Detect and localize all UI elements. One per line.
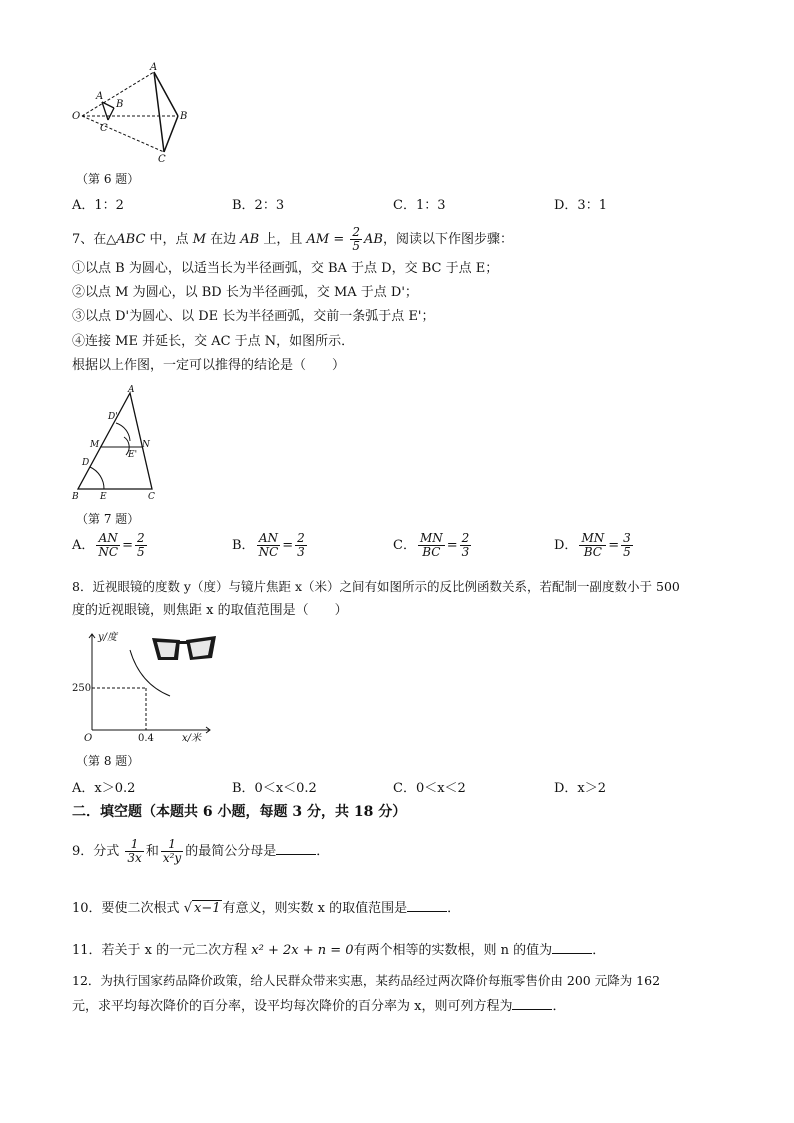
- q8-x-axis-label: x/米: [182, 733, 202, 743]
- q7-step-2: ②以点 M 为圆心，以 BD 长为半径画弧，交 MA 于点 D'；: [72, 285, 418, 300]
- section-title-fill-in: 二．填空题（本题共 6 小题，每题 3 分，共 18 分）: [72, 804, 407, 820]
- q6-label-B: B: [116, 99, 124, 110]
- q6-label-C: C: [100, 123, 108, 134]
- q7-label-D: D: [82, 458, 90, 468]
- q6-label-A1: A: [150, 62, 158, 73]
- q6-figure: [70, 58, 200, 168]
- q6-label-A: A: [96, 91, 104, 102]
- q8-origin-label: O: [84, 733, 93, 743]
- q7-step-1: ①以点 B 为圆心，以适当长为半径画弧，交 BA 于点 D，交 BC 于点 E；: [72, 261, 499, 276]
- q6-label-B1: B: [180, 111, 188, 122]
- q8-y-axis-label: y/度: [98, 632, 118, 643]
- q6-option-a[interactable]: A．1：2: [72, 198, 124, 213]
- q7-label-B: B: [72, 492, 79, 502]
- q7-label-A: A: [128, 385, 135, 395]
- q6-option-c[interactable]: C．1：3: [393, 198, 446, 213]
- q7-option-a[interactable]: A． $\frac{AN}{NC}$ = $\frac{2}{5}$: [72, 531, 145, 559]
- q6-label-O: O: [72, 111, 81, 122]
- q8-option-d[interactable]: D．x＞2: [554, 781, 607, 796]
- q6-option-d[interactable]: D．3：1: [554, 198, 607, 213]
- q7-question: 根据以上作图，一定可以推得的结论是（ ）: [72, 358, 346, 373]
- q7-option-c[interactable]: C． $\frac{MN}{BC}$ = $\frac{2}{3}$: [393, 531, 470, 559]
- q7-step-4: ④连接 ME 并延长，交 AC 于点 N，如图所示．: [72, 334, 355, 349]
- q12-answer-blank[interactable]: [512, 997, 552, 1010]
- q12-line2: 元，求平均每次降价的百分率，设平均每次降价的百分率为 x，则可列方程为 ．: [72, 999, 566, 1014]
- q7-step-3: ③以点 D'为圆心、以 DE 长为半径画弧，交前一条弧于点 E'；: [72, 309, 435, 324]
- q7-label-C: C: [148, 492, 155, 502]
- q7-figure: [70, 385, 170, 505]
- q7-option-d[interactable]: D． $\frac{MN}{BC}$ = $\frac{3}{5}$: [554, 531, 631, 559]
- q7-label-D1: D': [108, 412, 118, 422]
- q6-label-C1: C: [158, 154, 166, 165]
- q7-label-N: N: [142, 440, 150, 450]
- q7-stem: 7、在△ABC 中，点 M 在边 AB 上，且 AM = $\frac{2}{5}$ AB，阅读以下作图步骤：: [72, 225, 513, 253]
- q9-answer-blank[interactable]: [276, 842, 316, 855]
- q8-option-c[interactable]: C．0＜x＜2: [393, 781, 466, 796]
- q7-label-M: M: [90, 440, 100, 450]
- q6-caption: （第 6 题）: [76, 172, 140, 186]
- q7-option-b[interactable]: B． $\frac{AN}{NC}$ = $\frac{2}{3}$: [232, 531, 305, 559]
- q11: 11．若关于 x 的一元二次方程 x² + 2x + n = 0有两个相等的实数根，则 n 的值为 ．: [72, 943, 606, 958]
- q8-line2: 度的近视眼镜，则焦距 x 的取值范围是（ ）: [72, 603, 348, 618]
- q11-answer-blank[interactable]: [552, 941, 592, 954]
- q7-caption: （第 7 题）: [76, 512, 140, 526]
- q8-caption: （第 8 题）: [76, 754, 140, 768]
- q9: 9．分式 $\frac{1}{3x}$ 和 $\frac{1}{\text{x²y}}$ 的最简公分母是 ．: [72, 837, 330, 865]
- q10-answer-blank[interactable]: [407, 899, 447, 912]
- q6-option-b[interactable]: B．2：3: [232, 198, 285, 213]
- q10: 10．要使二次根式 √ x−1 有意义，则实数 x 的取值范围是 ．: [72, 901, 461, 916]
- q8-option-a[interactable]: A．x＞0.2: [72, 781, 136, 796]
- q8-option-b[interactable]: B．0＜x＜0.2: [232, 781, 317, 796]
- q8-x-tick-04: 0.4: [138, 733, 154, 743]
- q7-label-E1: E': [128, 450, 138, 460]
- q12-line1: 12．为执行国家药品降价政策，给人民群众带来实惠，某药品经过两次降价每瓶零售价由 200 元降为 162: [72, 973, 661, 988]
- q7-label-E: E: [100, 492, 107, 502]
- q8-y-tick-250: 250: [72, 683, 92, 694]
- q8-line1: 8．近视眼镜的度数 y（度）与镜片焦距 x（米）之间有如图所示的反比例函数关系，若配制一副度数小于 500: [72, 579, 680, 594]
- glasses-icon: [150, 632, 218, 664]
